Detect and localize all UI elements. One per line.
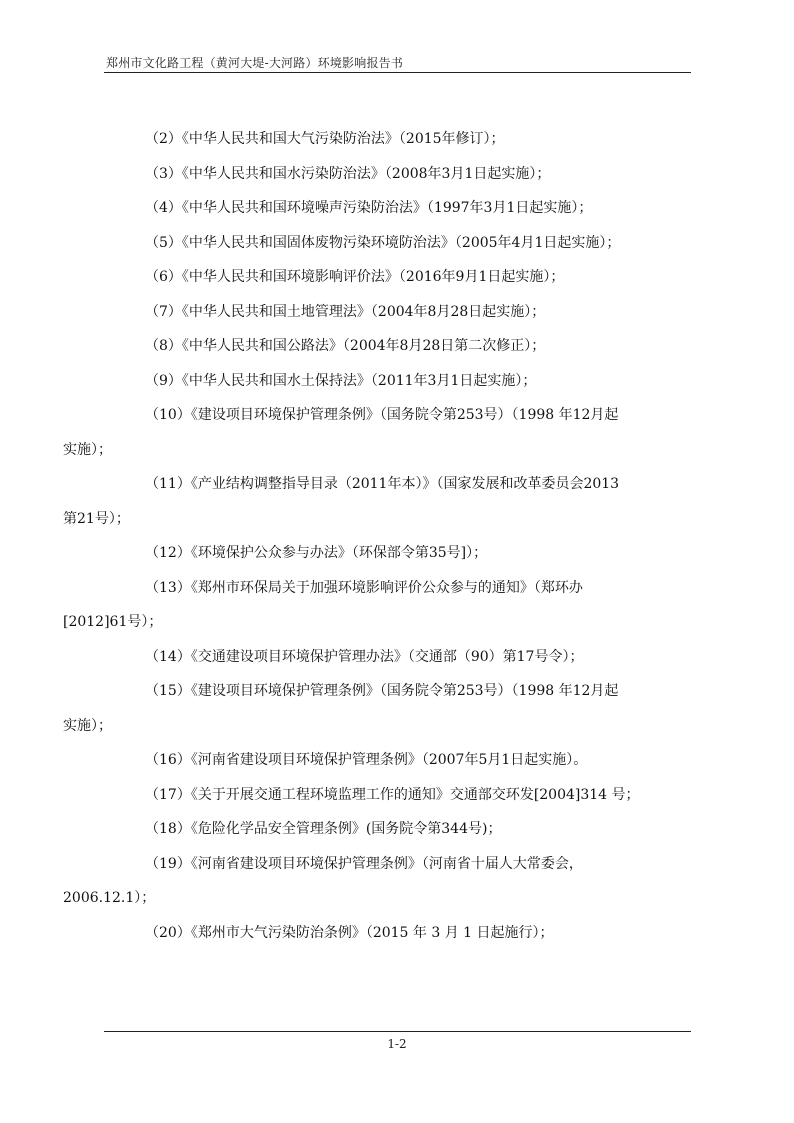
list-item-10-line1: （10）《建设项目环境保护管理条例》（国务院令第253号）（1998 年12月起	[145, 407, 619, 423]
list-item-6: （6）《中华人民共和国环境影响评价法》（2016年9月1日起实施）；	[145, 269, 565, 285]
page-number: 1-2	[387, 1037, 407, 1051]
document-header-title: 郑州市文化路工程（黄河大堤-大河路）环境影响报告书	[106, 56, 404, 70]
list-item-9: （9）《中华人民共和国水土保持法》（2011年3月1日起实施）；	[145, 372, 537, 389]
list-item-12: （12）《环境保护公众参与办法》（环保部令第35号]）；	[145, 545, 488, 561]
list-item-19-line2: 2006.12.1）；	[63, 890, 156, 906]
list-item-15-line1: （15）《建设项目环境保护管理条例》（国务院令第253号）（1998 年12月起	[145, 683, 619, 699]
list-item-17: （17）《关于开展交通工程环境监理工作的通知》交通部交环发[2004]314 号；	[145, 786, 640, 803]
list-item-11-line2: 第21号）；	[63, 510, 130, 527]
list-item-19-line1: （19）《河南省建设项目环境保护管理条例》（河南省十届人大常委会，	[145, 855, 583, 872]
list-item-11	[63, 467, 692, 536]
list-item-13-line2: [2012]61号）；	[63, 614, 163, 630]
list-item-4: （4）《中华人民共和国环境噪声污染防治法》（1997年3月1日起实施）；	[145, 200, 593, 216]
list-item-19	[63, 847, 692, 916]
list-item-15-line2: 实施）；	[63, 717, 112, 734]
list-item-15	[63, 674, 692, 743]
list-item-2: （2）《中华人民共和国大气污染防治法》（2015年修订）；	[145, 131, 505, 147]
footer-divider	[104, 1031, 691, 1032]
list-item-13	[63, 571, 692, 640]
header-divider	[104, 72, 691, 73]
list-item-3: （3）《中华人民共和国水污染防治法》（2008年3月1日起实施）；	[145, 165, 551, 182]
list-item-5: （5）《中华人民共和国固体废物污染环境防治法》（2005年4月1日起实施）；	[145, 234, 621, 251]
list-item-10-line2: 实施）；	[63, 441, 112, 458]
list-item-13-line1: （13）《郑州市环保局关于加强环境影响评价公众参与的通知》（郑环办	[145, 579, 583, 596]
list-item-8: （8）《中华人民共和国公路法》（2004年8月28日第二次修正）；	[145, 338, 546, 354]
list-item-7: （7）《中华人民共和国土地管理法》（2004年8月28日起实施）；	[145, 303, 546, 320]
list-item-14: （14）《交通建设项目环境保护管理办法》（交通部（90）第17号令）；	[145, 648, 584, 665]
list-item-10	[63, 398, 692, 467]
list-item-16: （16）《河南省建设项目环境保护管理条例》（2007年5月1日起实施）。	[145, 752, 588, 768]
regulation-list	[63, 122, 692, 950]
list-item-20: （20）《郑州市大气污染防治条例》（2015 年 3 月 1 日起施行）；	[145, 924, 554, 941]
list-item-11-line1: （11）《产业结构调整指导目录（2011年本）》（国家发展和改革委员会2013	[145, 476, 620, 492]
list-item-18: （18）《危险化学品安全管理条例》(国务院令第344号)；	[145, 821, 502, 837]
